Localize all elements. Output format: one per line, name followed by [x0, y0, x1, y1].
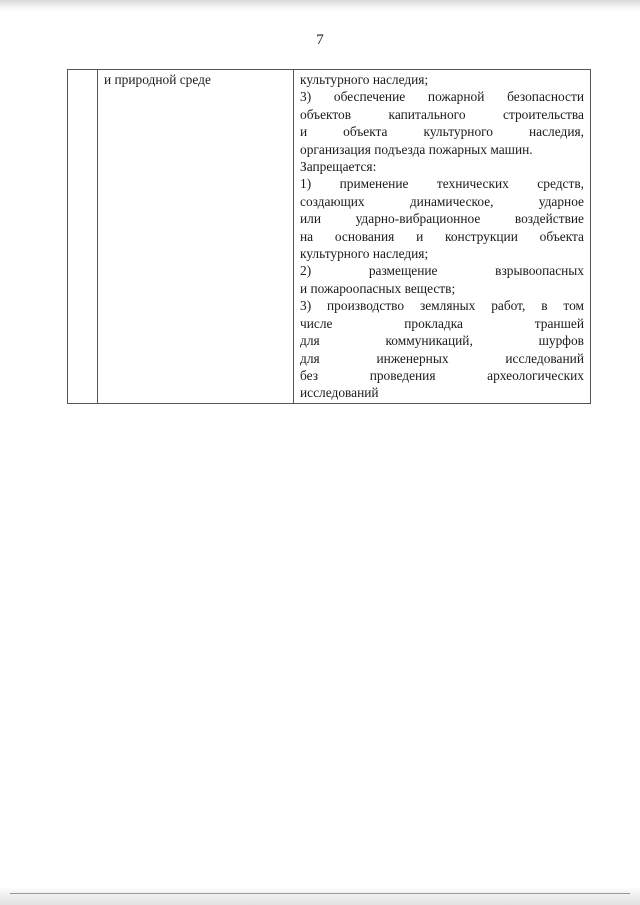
scan-bottom-shadow — [0, 887, 640, 905]
requirement-line: без проведения археологических — [300, 367, 584, 383]
requirement-line: объектов капитального строительства — [300, 106, 584, 122]
requirement-line: культурного наследия; — [300, 246, 429, 262]
requirement-line: исследований — [300, 385, 379, 401]
requirement-line: числе прокладка траншей — [300, 315, 584, 331]
requirement-line: организация подъезда пожарных машин. — [300, 141, 533, 157]
table-cell-number — [68, 70, 98, 404]
requirement-line: Запрещается: — [300, 159, 377, 175]
table-cell-requirements — [294, 70, 591, 404]
requirement-line: или ударно-вибрационное воздействие — [300, 211, 584, 227]
requirement-line: 2) размещение взрывоопасных — [300, 263, 584, 279]
regulations-table — [67, 69, 591, 404]
subject-text: и природной среде — [104, 72, 211, 87]
scan-bottom-edge — [10, 893, 630, 894]
requirement-line: 3) производство земляных работ, в том — [300, 298, 584, 314]
requirement-line: на основания и конструкции объекта — [300, 228, 584, 244]
requirement-line: создающих динамическое, ударное — [300, 193, 584, 209]
requirements-text — [300, 70, 584, 403]
table-cell-subject — [98, 70, 294, 404]
scan-top-shadow — [0, 0, 640, 12]
requirement-line: для инженерных исследований — [300, 350, 584, 366]
requirement-line: и пожароопасных веществ; — [300, 280, 456, 296]
requirement-line: для коммуникаций, шурфов — [300, 333, 584, 349]
requirement-line: культурного наследия; — [300, 72, 429, 87]
requirement-line: 1) применение технических средств, — [300, 176, 584, 192]
requirement-line: и объекта культурного наследия, — [300, 124, 584, 140]
page-number: 7 — [316, 32, 324, 48]
table-row — [68, 70, 591, 404]
requirement-line: 3) обеспечение пожарной безопасности — [300, 89, 584, 105]
